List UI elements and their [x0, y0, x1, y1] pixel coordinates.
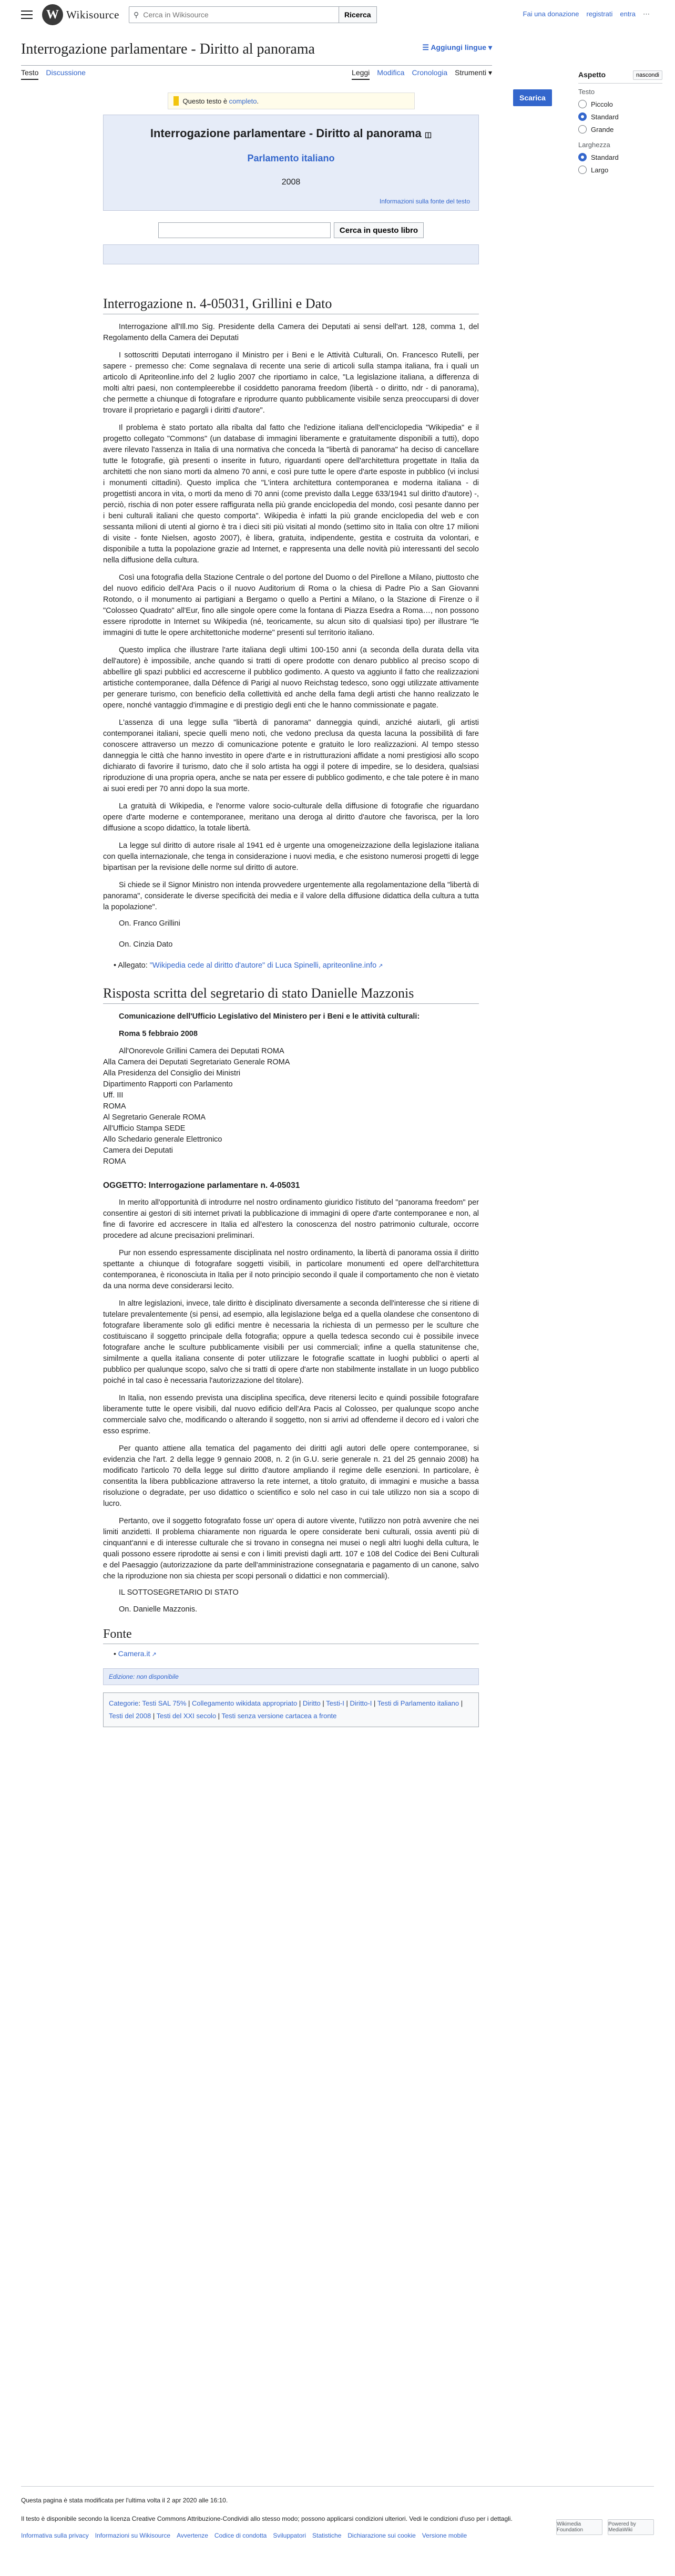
- signature-dato: On. Cinzia Dato: [119, 940, 173, 949]
- category-list: [109, 1699, 463, 1720]
- address-line: Allo Schedario generale Elettronico: [103, 1135, 222, 1144]
- address-line: Dipartimento Rapporti con Parlamento: [103, 1080, 233, 1089]
- address-line: Alla Camera dei Deputati Segretariato Generale ROMA: [103, 1058, 290, 1066]
- attachment-label: Allegato:: [118, 961, 150, 970]
- radio-label: Piccolo: [591, 100, 613, 108]
- radio-label: Standard: [591, 112, 619, 121]
- navigation-box: [103, 244, 479, 264]
- translate-icon: ☰: [422, 43, 431, 52]
- tab-discussione[interactable]: Discussione: [46, 68, 86, 77]
- category-separator: |: [372, 1699, 377, 1707]
- page-footer: [21, 2486, 654, 2539]
- main-content: [103, 93, 479, 1727]
- banner-suffix: .: [257, 97, 259, 105]
- edition-box: Edizione: non disponibile: [103, 1668, 479, 1685]
- source-link[interactable]: Camera.it: [118, 1649, 150, 1658]
- external-link-icon: ↗: [376, 963, 383, 969]
- book-search-input[interactable]: [158, 222, 331, 238]
- category-link[interactable]: Testi del XXI secolo: [156, 1712, 217, 1720]
- interrogazione-body: [103, 350, 479, 913]
- work-title-text: Interrogazione parlamentare - Diritto al panorama: [150, 127, 422, 140]
- category-link[interactable]: Testi del 2008: [109, 1712, 151, 1720]
- address-line: Alla Presidenza del Consiglio dei Ministri: [103, 1069, 241, 1077]
- mediawiki-badge[interactable]: Powered by MediaWiki: [608, 2519, 654, 2535]
- search-form: [129, 6, 377, 23]
- radio-icon: [578, 166, 587, 174]
- footer-badges: [556, 2519, 654, 2535]
- address-line: ROMA: [103, 1157, 126, 1166]
- category-link[interactable]: Testi senza versione cartacea a fronte: [221, 1712, 337, 1720]
- add-languages-label: Aggiungi lingue: [431, 43, 487, 52]
- page-title: Interrogazione parlamentare - Diritto al panorama: [21, 41, 315, 57]
- login-link[interactable]: entra: [620, 10, 636, 18]
- last-modified: Questa pagina è stata modificata per l'ultima volta il 2 apr 2020 alle 16:10.: [21, 2497, 228, 2504]
- radio-label: Standard: [591, 153, 619, 161]
- search-box[interactable]: [129, 6, 339, 23]
- address-line: Camera dei Deputati: [103, 1146, 173, 1155]
- category-link[interactable]: Testi SAL 75%: [142, 1699, 187, 1707]
- footer-link[interactable]: Informativa sulla privacy: [21, 2532, 89, 2539]
- book-search-button[interactable]: Cerca in questo libro: [334, 222, 424, 238]
- section-heading-fonte: Fonte: [103, 1627, 479, 1644]
- search-input[interactable]: [142, 10, 334, 19]
- width-label: Larghezza: [578, 141, 610, 149]
- communication-title: Comunicazione dell'Ufficio Legislativo del Ministero per i Beni e le attività culturali:: [119, 1012, 420, 1021]
- site-header: [0, 0, 675, 29]
- search-button[interactable]: Ricerca: [339, 6, 377, 23]
- wikimedia-badge[interactable]: Wikimedia Foundation: [556, 2519, 602, 2535]
- category-link[interactable]: Collegamento wikidata appropriato: [192, 1699, 298, 1707]
- source-info-link[interactable]: Informazioni sulla fonte del testo: [379, 198, 470, 205]
- risposta-body: [103, 1197, 479, 1582]
- categories-label[interactable]: Categorie: [109, 1699, 139, 1707]
- signature-mazzonis: On. Danielle Mazzonis.: [119, 1605, 198, 1614]
- width-standard[interactable]: [578, 153, 662, 161]
- footer-link[interactable]: Avvertenze: [177, 2532, 208, 2539]
- address-list: [103, 1046, 479, 1167]
- banner-prefix: Questo testo è: [182, 97, 229, 105]
- address-line: All'Ufficio Stampa SEDE: [103, 1124, 186, 1133]
- tab-leggi[interactable]: Leggi: [352, 68, 370, 80]
- category-separator: |: [320, 1699, 326, 1707]
- add-languages-button[interactable]: [422, 43, 492, 52]
- quality-banner: [168, 93, 415, 109]
- address-line: All'Onorevole Grillini Camera dei Deputati ROMA: [119, 1047, 284, 1055]
- category-separator: |: [151, 1712, 157, 1720]
- radio-label: Grande: [591, 125, 614, 134]
- category-link[interactable]: Testi di Parlamento italiano: [377, 1699, 459, 1707]
- body-paragraph: Il problema è stato portato alla ribalta dal fatto che l'edizione italiana dell'enciclopedia "Wikipedia" e il progetto collegato "Commons" (un database di immagini liberamente e gratuitamente disponibili a tutti), dopo avere rilevato l'assenza in Italia di una normativa che conceda la "libertà di panorama" ha deciso di cancellare tutte le fotografie, già presenti o inserite in futuro, riguardanti opere dell'architettura progettate in Italia da architetti che non siano morti da almeno 70 anni, e così pure tutte le opere d'arte esposte in pubblico (vi inclusi i monumenti cittadini). Questo implica che "L'intera architettura contemporanea e moderna italiana - di progettisti ancora in vita, o morti da meno di 70 anni (come previsto dalla Legge 633/1941 sul diritto d'autore) -, perciò, rischia di non poter essere raffigurata nella più grande enciclopedia del mondo, così pesante danno per i beni culturali italiani che questo comporta". Wikipedia è infatti la più grande enciclopedia del web e con sessanta milioni di utenti al giorno è tra i dieci siti più visitati al mondo (settimo sito in Italia con oltre 17 milioni di visite - fonte Nielsen, agosto 2007), è libera, gratuita, indipendente, gestita e costruita da volontari, e disponibile a tutta la popolazione grazie ad Internet, e rappresenta una delle novità più interessanti del secolo nella diffusione della cultura.: [103, 424, 479, 565]
- text-size-label: Testo: [578, 88, 595, 96]
- external-link-icon: ↗: [150, 1651, 157, 1658]
- tab-modifica[interactable]: Modifica: [377, 68, 405, 77]
- site-logo[interactable]: [42, 4, 119, 25]
- category-separator: |: [344, 1699, 350, 1707]
- footer-link[interactable]: Informazioni su Wikisource: [95, 2532, 171, 2539]
- hide-appearance-button[interactable]: nascondi: [633, 70, 662, 80]
- donate-link[interactable]: Fai una donazione: [523, 10, 579, 18]
- section-heading-interrogazione: Interrogazione n. 4-05031, Grillini e Dato: [103, 296, 479, 314]
- section-heading-risposta: Risposta scritta del segretario di stato Danielle Mazzonis: [103, 986, 479, 1004]
- tab-testo[interactable]: Testo: [21, 68, 38, 80]
- address-line: ROMA: [103, 1102, 126, 1111]
- body-paragraph: Si chiede se il Signor Ministro non intenda provvedere urgentemente alla regolamentazione della "libertà di panorama", considerate le diverse specificità dei media e il valore della diffusione didattica della cultura a tutta la popolazione".: [103, 881, 479, 911]
- banner-text: [183, 97, 259, 105]
- attachment: • Allegato: "Wikipedia cede al diritto d'autore" di Luca Spinelli, apriteonline.info ↗: [114, 961, 383, 970]
- chevron-down-icon: ▾: [486, 68, 492, 77]
- logo-text: Wikisource: [66, 8, 119, 21]
- work-author[interactable]: Parlamento italiano: [247, 153, 335, 163]
- text-size-standard[interactable]: [578, 112, 662, 121]
- appearance-panel: [578, 70, 662, 181]
- body-paragraph: Per quanto attiene alla tematica del pagamento dei diritti agli autori delle opere contemporanee, si evidenzia che l'art. 2 della legge 9 gennaio 2008, n. 2 (in G.U. serie generale n. 21 del 25 gennaio 2008) ha modificato l'articolo 70 della legge sul diritto d'autore ampliando il regime delle esenzioni. In particolare, è consentita la libera pubblicazione attraverso la rete internet, a titolo gratuito, di immagini e musiche a bassa risoluzione o degradate, per uso didattico o scientifico e solo nel caso in cui tale utilizzo non sia a scopo di lucro.: [103, 1444, 479, 1508]
- footer-link[interactable]: Dichiarazione sui cookie: [347, 2532, 416, 2539]
- footer-link[interactable]: Statistiche: [312, 2532, 342, 2539]
- radio-checked-icon: [578, 153, 587, 161]
- chevron-down-icon: ▾: [486, 43, 492, 52]
- banner-link[interactable]: completo: [229, 97, 257, 105]
- attachment-link[interactable]: "Wikipedia cede al diritto d'autore" di Luca Spinelli, apriteonline.info: [149, 961, 377, 970]
- body-paragraph: Pur non essendo espressamente disciplinata nel nostro ordinamento, la libertà di panorama ossia il diritto spettante a chiunque di fotografare soggetti visibili, in particolare monumenti ed opere dell'architettura contemporanea, è riconosciuta in Italia per il noto principio secondo il quale il comportamento che non è vietato da una norma deve considerarsi lecito.: [103, 1249, 479, 1290]
- radio-checked-icon: [578, 112, 587, 121]
- body-paragraph: In merito all'opportunità di introdurre nel nostro ordinamento giuridico l'istituto del "panorama freedom" per consentire ai gestori di siti internet privati la pubblicazione di immagini di opere d'arte contemporanee e non, al fine di favorire ed accrescere in Italia ed all'estero la conoscenza del nostro patrimonio culturale, occorre procedere ad alcune precisazioni preliminari.: [103, 1198, 479, 1240]
- footer-link[interactable]: Versione mobile: [422, 2532, 467, 2539]
- work-year: 2008: [281, 178, 301, 187]
- footer-link[interactable]: Codice di condotta: [214, 2532, 267, 2539]
- footer-link[interactable]: Sviluppatori: [273, 2532, 306, 2539]
- work-title: [112, 127, 470, 140]
- wikidata-icon[interactable]: ◫: [424, 130, 432, 139]
- text-size-large[interactable]: [578, 125, 662, 134]
- response-date: Roma 5 febbraio 2008: [119, 1030, 198, 1038]
- header-box: [103, 115, 479, 211]
- title-divider: [21, 65, 492, 66]
- user-links: [523, 10, 650, 18]
- main-menu-icon[interactable]: [21, 11, 33, 19]
- radio-icon: [578, 125, 587, 134]
- body-paragraph: Questo implica che illustrare l'arte italiana degli ultimi 100-150 anni (a seconda della durata della vita dell'autore) è impossibile, anche quando si tratti di opere prodotte con denaro pubblico al preciso scopo di abbellire gli spazi pubblici ed accrescerne il pubblico godimento. A questo va aggiunto il fatto che realizzazioni artistiche contemporanee, dalla Défence di Parigi al nuovo Reichstag tedesco, sono oggi utilizzate attivamente per generare turismo, con beneficio della collettività ed anche della fama degli artisti che hanno realizzato le opere, nonché vantaggio d'immagine e di prestigio degli enti che le hanno commissionate e pagate.: [103, 646, 479, 710]
- category-separator: |: [297, 1699, 303, 1707]
- more-options-icon[interactable]: ⋯: [643, 10, 650, 18]
- license-text: Il testo è disponibile secondo la licenza Creative Commons Attribuzione-Condividi allo stesso modo; possono applicarsi condizioni ulteriori. Vedi le condizioni d'uso per i dettagli.: [21, 2515, 513, 2522]
- register-link[interactable]: registrati: [586, 10, 613, 18]
- body-paragraph: La legge sul diritto di autore risale al 1941 ed è urgente una omogeneizzazione della legislazione italiana con quella internazionale, che tenga in considerazione i nuovi media, e che esistono numerosi progetti di legge bipartisan per la revisione delle norme sul diritto di autore.: [103, 841, 479, 872]
- quality-75-icon: [173, 96, 179, 106]
- body-paragraph: In Italia, non essendo prevista una disciplina specifica, deve ritenersi lecito e quindi possibile fotografare liberamente tutte le opere visibili, dal nuovo edificio dell'Ara Pacis al Colosseo, per qualunque scopo anche commerciale salvo che, modificando o alterando il soggetto, non si arrivi ad offenderne il decoro ed i valori che esso esprime.: [103, 1394, 479, 1435]
- address-line: Uff. III: [103, 1091, 124, 1100]
- category-link[interactable]: Diritto: [302, 1699, 321, 1707]
- text-size-small[interactable]: [578, 100, 662, 108]
- body-paragraph: L'assenza di una legge sulla "libertà di panorama" danneggia quindi, anziché aiutarli, gli artisti contemporanei italiani, specie quelli meno noti, che vedono preclusa da questa lacuna la possibilità di fare conoscere attraverso un mezzo di comunicazione potente e gratuito le loro realizzazioni. Al tempo stesso danneggia le città che hanno investito in opere d'arte e in ristrutturazioni affidate a nomi prestigiosi allo scopo dichiarato di favorire il turismo, dato che il solo artista ha oggi il potere di impedire, se lo desidera, qualsiasi riproduzione di una propria opera, anche se nata per essere di pubblico godimento, e che tale potere è in mano ai suoi eredi per 70 anni dopo la sua morte.: [103, 719, 479, 793]
- appearance-title: Aspetto: [578, 70, 606, 79]
- category-link[interactable]: Diritto-I: [350, 1699, 372, 1707]
- radio-icon: [578, 100, 587, 108]
- body-paragraph: In altre legislazioni, invece, tale diritto è disciplinato diversamente a seconda dell'interesse che si ritiene di tutelare prevalentemente (si pensi, ad esempio, alla legislazione belga ed a quella olandese che consentono di fotografare liberamente solo gli edifici mentre è necessaria la richiesta di un permesso per le sculture che costituiscano il soggetto principale della fotografia; oppure a quella tedesca secondo cui è possibile invece fotografare anche le sculture pubblicamente visibili per usi commerciali; infine a quella statunitense che, similmente a quella italiana consente di poter utilizzare le fotografie scattate in luoghi pubblici o aperti al pubblico per qualunque scopo, salvo che si tratti di opere d'arte non stabilmente installate in un luogo pubblico poiché in tal caso è necessaria l'autorizzazione del titolare).: [103, 1299, 479, 1385]
- address-line: Al Segretario Generale ROMA: [103, 1113, 206, 1122]
- intro-paragraph: Interrogazione all'Ill.mo Sig. Presidente della Camera dei Deputati ai sensi dell'art. 128, comma 1, del Regolamento della Camera dei Deputati: [103, 323, 479, 342]
- wikisource-logo-icon: W: [42, 4, 63, 25]
- category-link[interactable]: Testi-I: [326, 1699, 344, 1707]
- radio-label: Largo: [591, 166, 609, 174]
- categories-box: Categorie: Testi SAL 75% | Collegamento wikidata appropriato | Diritto | Testi-I | Diritto-I | Testi di Parlamento italiano | Testi del 2008 | Testi del XXI secolo | Testi senza versione cartacea a fronte: [103, 1692, 479, 1727]
- source-item: • Camera.it ↗: [114, 1649, 157, 1658]
- category-separator: |: [216, 1712, 222, 1720]
- tools-menu[interactable]: [455, 68, 492, 80]
- category-separator: |: [459, 1699, 463, 1707]
- tools-label: Strumenti: [455, 68, 487, 77]
- signature-title: IL SOTTOSEGRETARIO DI STATO: [119, 1588, 239, 1597]
- search-icon: ⚲: [133, 10, 139, 19]
- download-button[interactable]: Scarica: [513, 89, 552, 106]
- body-paragraph: Pertanto, ove il soggetto fotografato fosse un' opera di autore vivente, l'utilizzo non potrà avvenire che nei limiti anzidetti. Il problema chiaramente non riguarda le opere considerate beni culturali, ossia aventi più di cinquant'anni e di interesse culturale che si trovano in consegna nei musei o negli altri luoghi della cultura, le quali possono essere riprodotte ai sensi e con i limiti previsti dagli artt. 107 e 108 del Codice dei Beni Culturali e del Paesaggio (autorizzazione da parte dell'amministrazione consegnataria e pagamento di un canone, salvo che la riproduzione non sia chiesta per scopi personali o didattici e non commerciali).: [103, 1517, 479, 1581]
- body-paragraph: La gratuità di Wikipedia, e l'enorme valore socio-culturale della diffusione di fotografie che riguardano opere d'arte moderne e contemporanee, meritano una deroga al diritto d'autore che favorisca, per la loro diffusione a scopo didattico, la totale libertà.: [103, 802, 479, 833]
- book-search: [103, 222, 479, 238]
- body-paragraph: Così una fotografia della Stazione Centrale o del portone del Duomo o del Pirellone a Milano, piuttosto che del nuovo edificio dell'Ara Pacis o il nuovo Auditorium di Roma o la chiesa di Padre Pio a San Giovanni Rotondo, o il monumento ai partigiani a Bergamo o quello a Pertini a Milano, o la Stazione di Firenze o il "Colosseo Quadrato" all'Eur, fino alle singole opere come la fontana di Piazza Esedra a Roma…, non possono essere riprodotte in Internet su Wikipedia (né, teoricamente, su alcun sito di qualsiasi tipo) per illustrare "le immagini di tutte le opere architettoniche moderne" presenti sul territorio italiano.: [103, 573, 479, 637]
- body-paragraph: I sottoscritti Deputati interrogano il Ministro per i Beni e le Attività Culturali, On. Francesco Rutelli, per sapere - premesso che: Come segnalava di recente una serie di articoli sulla stampa italiana, fra i quali un articolo di Apriteonline.info del 2 luglio 2007 che riportiamo in calce, "La legislazione italiana, a differenza di molti altri paesi, non contempleerebbe il cosiddetto panorama freedom (libertà - o diritto, ndr - di panorama), che permette a chiunque di fotografare e riprodurre quanto pubblicamente visibile senza preoccuparsi di dover trovare il proprietario e pagargli i diritti d'autore".: [103, 351, 479, 415]
- tab-cronologia[interactable]: Cronologia: [412, 68, 448, 77]
- signature-grillini: On. Franco Grillini: [119, 919, 180, 928]
- subject-line: OGGETTO: Interrogazione parlamentare n. 4-05031: [103, 1181, 300, 1190]
- width-wide[interactable]: [578, 166, 662, 174]
- category-separator: |: [186, 1699, 192, 1707]
- page-tabs: [21, 68, 492, 80]
